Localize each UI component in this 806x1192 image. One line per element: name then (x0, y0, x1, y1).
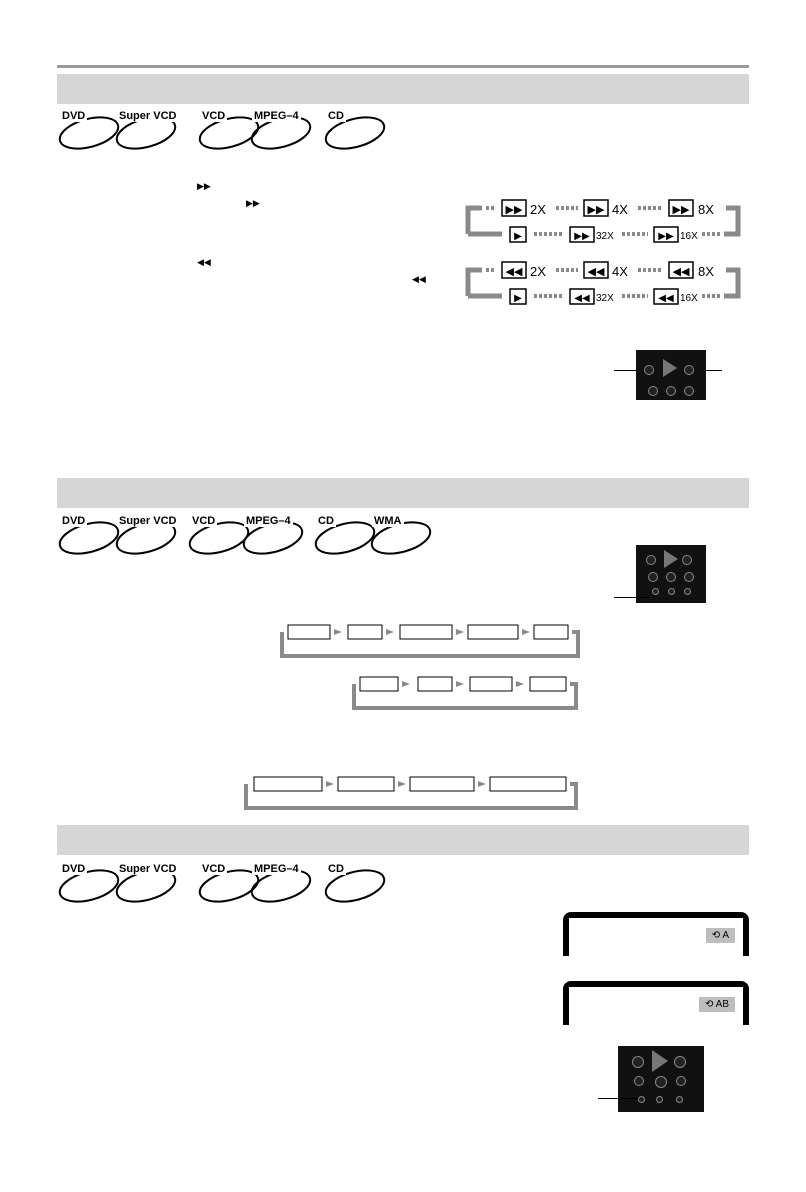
speed-label: 4X (612, 264, 628, 279)
ab-button-icon (638, 1096, 645, 1103)
disc-dvd-icon: DVD (56, 518, 122, 558)
ab-button-icon (652, 588, 659, 595)
disc-cd-icon: CD (312, 518, 378, 558)
next-button-icon (684, 572, 694, 582)
disc-mpeg4-icon: MPEG–4 (248, 113, 314, 153)
repeat-flow-3 (240, 774, 584, 816)
callout-line (614, 597, 654, 598)
repeat-button-icon (656, 1096, 663, 1103)
disc-mpeg4-icon: MPEG–4 (248, 866, 314, 906)
rewind-button-icon (632, 1056, 644, 1068)
speed-label: 2X (530, 202, 546, 217)
rewind-button-icon (646, 555, 656, 565)
fast-forward-button-icon (674, 1056, 686, 1068)
stop-button-icon (666, 572, 676, 582)
repeat-button-icon (668, 588, 675, 595)
repeat-ab-tag: ⟲ AB (699, 997, 735, 1012)
forward-speed-diagram (462, 198, 752, 246)
svg-text:◀◀: ◀◀ (574, 293, 590, 304)
screen-ab-repeat (563, 981, 749, 1025)
repeat-flow-1 (276, 622, 586, 664)
svg-text:▶▶: ▶▶ (672, 204, 690, 216)
disc-super-vcd-icon: Super VCD (113, 866, 179, 906)
section-bar-2 (57, 478, 749, 508)
remote-image-3 (618, 1046, 704, 1112)
play-icon (663, 359, 677, 377)
reverse-speed-diagram (462, 260, 752, 308)
disc-cd-icon: CD (322, 113, 388, 153)
fast-forward-icon: ▶▶ (246, 198, 260, 208)
speed-label: 4X (612, 202, 628, 217)
play-icon (652, 1050, 668, 1072)
disc-super-vcd-icon: Super VCD (113, 518, 179, 558)
disc-vcd-icon: VCD (196, 866, 262, 906)
stop-button-icon (655, 1076, 667, 1088)
speed-label: 8X (698, 202, 714, 217)
fast-forward-button-icon (684, 365, 694, 375)
next-button-icon (684, 386, 694, 396)
fast-forward-icon: ▶▶ (197, 181, 211, 191)
remote-image-1 (636, 350, 706, 400)
remote-image-2 (636, 545, 706, 603)
zoom-button-icon (676, 1096, 683, 1103)
disc-cd-icon: CD (322, 866, 388, 906)
svg-text:▶▶: ▶▶ (587, 204, 605, 216)
disc-wma-icon: WMA (368, 518, 434, 558)
fast-forward-button-icon (682, 555, 692, 565)
speed-label: 16X (680, 293, 698, 304)
disc-vcd-icon: VCD (186, 518, 252, 558)
svg-text:▶▶: ▶▶ (505, 204, 523, 216)
callout-line (598, 1098, 638, 1099)
disc-vcd-icon: VCD (196, 113, 262, 153)
rewind-icon: ◀◀ (412, 274, 426, 284)
section-bar-1 (57, 74, 749, 104)
repeat-flow-2 (348, 674, 584, 716)
screen-a-repeat (563, 912, 749, 956)
next-button-icon (676, 1076, 686, 1086)
disc-dvd-icon: DVD (56, 113, 122, 153)
speed-label: 2X (530, 264, 546, 279)
stop-button-icon (666, 386, 676, 396)
prev-button-icon (648, 386, 658, 396)
rewind-button-icon (644, 365, 654, 375)
svg-text:◀◀: ◀◀ (658, 293, 674, 304)
speed-label: 32X (596, 231, 614, 242)
svg-text:▶▶: ▶▶ (658, 231, 674, 242)
svg-text:▶: ▶ (514, 231, 522, 242)
disc-super-vcd-icon: Super VCD (113, 113, 179, 153)
disc-dvd-icon: DVD (56, 866, 122, 906)
speed-label: 16X (680, 231, 698, 242)
play-icon (664, 550, 678, 568)
prev-button-icon (634, 1076, 644, 1086)
svg-text:▶▶: ▶▶ (574, 231, 590, 242)
svg-text:◀◀: ◀◀ (672, 266, 690, 278)
top-rule (57, 65, 749, 68)
svg-text:▶: ▶ (514, 293, 522, 304)
repeat-a-tag: ⟲ A (706, 928, 735, 943)
zoom-button-icon (684, 588, 691, 595)
svg-text:◀◀: ◀◀ (587, 266, 605, 278)
disc-mpeg4-icon: MPEG–4 (240, 518, 306, 558)
section-bar-3 (57, 825, 749, 855)
rewind-icon: ◀◀ (197, 257, 211, 267)
svg-text:◀◀: ◀◀ (505, 266, 523, 278)
speed-label: 8X (698, 264, 714, 279)
prev-button-icon (648, 572, 658, 582)
speed-label: 32X (596, 293, 614, 304)
